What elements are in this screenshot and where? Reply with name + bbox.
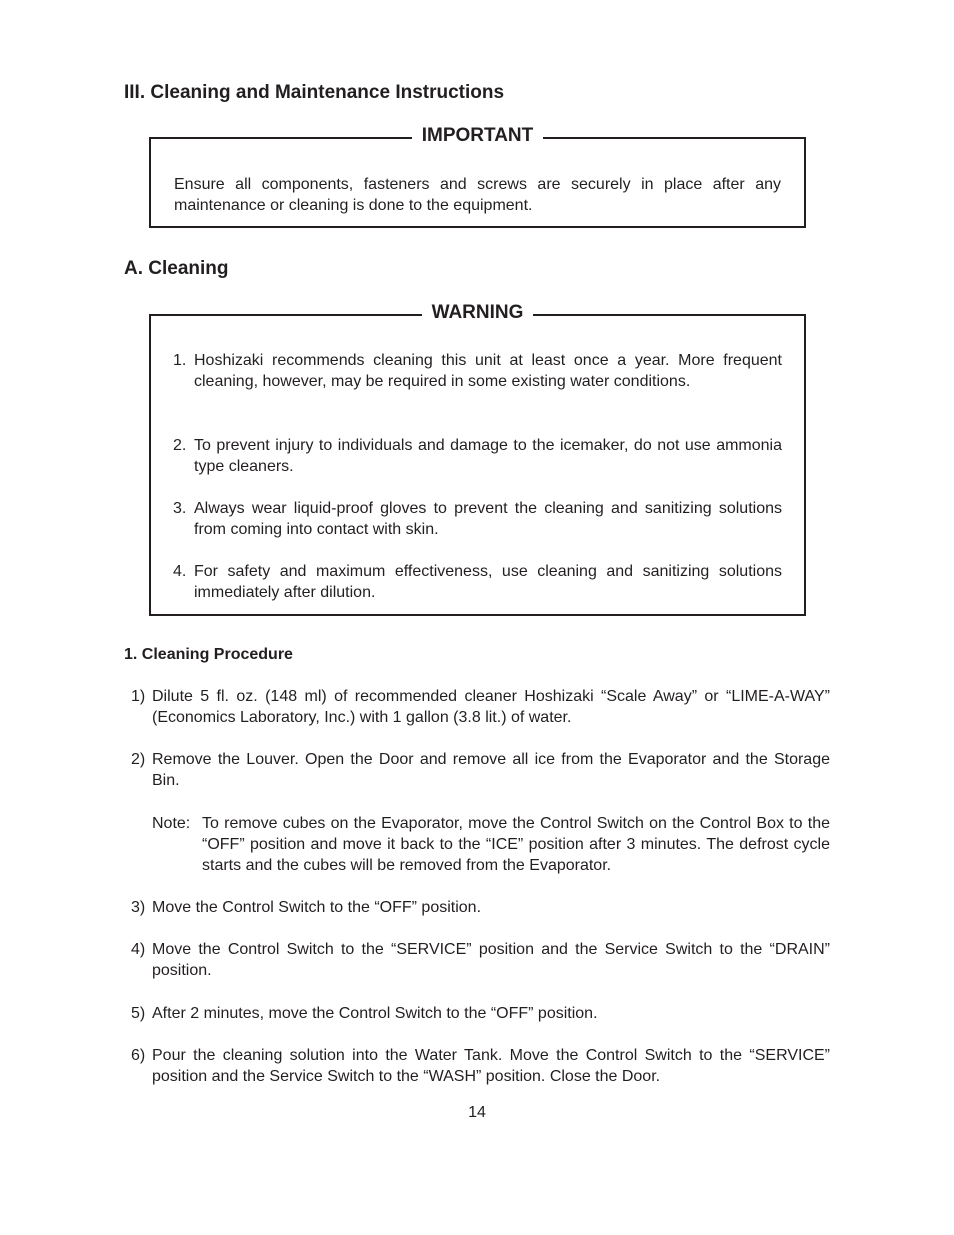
subsection-title: A. Cleaning <box>124 258 229 279</box>
important-text: Ensure all components, fasteners and screws are securely in place after any maintenance or cleaning is done to the equipment. <box>174 176 781 214</box>
important-title: IMPORTANT <box>412 125 544 146</box>
note-label: Note: <box>152 815 191 832</box>
section-title: III. Cleaning and Maintenance Instructions <box>124 82 505 103</box>
important-box <box>149 125 806 228</box>
step-number: 3) <box>131 899 146 916</box>
warning-item-number: 3. <box>173 500 187 517</box>
step-text: Move the Control Switch to the “OFF” position. <box>152 899 482 916</box>
warning-item-text: For safety and maximum effectiveness, use cleaning and sanitizing solutions immediately after dilution. <box>194 563 782 601</box>
step-text: Dilute 5 fl. oz. (148 ml) of recommended cleaner Hoshizaki “Scale Away” or “LIME-A-WAY” (Economics Laboratory, Inc.) with 1 gallon (3.8 lit.) of water. <box>152 688 830 726</box>
note-text: To remove cubes on the Evaporator, move the Control Switch on the Control Box to the “OFF” position and move it back to the “ICE” position after 3 minutes. The defrost cycle starts and the cubes will be removed from the Evaporator. <box>202 815 830 874</box>
warning-item-text: Always wear liquid-proof gloves to prevent the cleaning and sanitizing solutions from coming into contact with skin. <box>194 500 782 538</box>
warning-item-text: Hoshizaki recommends cleaning this unit at least once a year. More frequent cleaning, however, may be required in some existing water conditions. <box>194 352 782 390</box>
step-text: After 2 minutes, move the Control Switch to the “OFF” position. <box>152 1005 598 1022</box>
step-number: 5) <box>131 1005 146 1022</box>
step-number: 6) <box>131 1047 146 1064</box>
warning-item-number: 4. <box>173 563 187 580</box>
step-number: 4) <box>131 941 146 958</box>
step-number: 2) <box>131 751 146 768</box>
warning-item-number: 2. <box>173 437 187 454</box>
procedure-title: 1. Cleaning Procedure <box>124 646 293 663</box>
warning-item-text: To prevent injury to individuals and damage to the icemaker, do not use ammonia type cleaners. <box>194 437 782 475</box>
warning-title: WARNING <box>422 302 534 323</box>
page-number: 14 <box>468 1104 486 1121</box>
warning-box <box>149 302 806 616</box>
step-number: 1) <box>131 688 146 705</box>
warning-item-number: 1. <box>173 352 187 369</box>
step-text: Remove the Louver. Open the Door and remove all ice from the Evaporator and the Storage Bin. <box>152 751 830 789</box>
step-text: Pour the cleaning solution into the Water Tank. Move the Control Switch to the “SERVICE” position and the Service Switch to the “WASH” position. Close the Door. <box>152 1047 830 1085</box>
step-text: Move the Control Switch to the “SERVICE” position and the Service Switch to the “DRAIN” position. <box>152 941 830 979</box>
